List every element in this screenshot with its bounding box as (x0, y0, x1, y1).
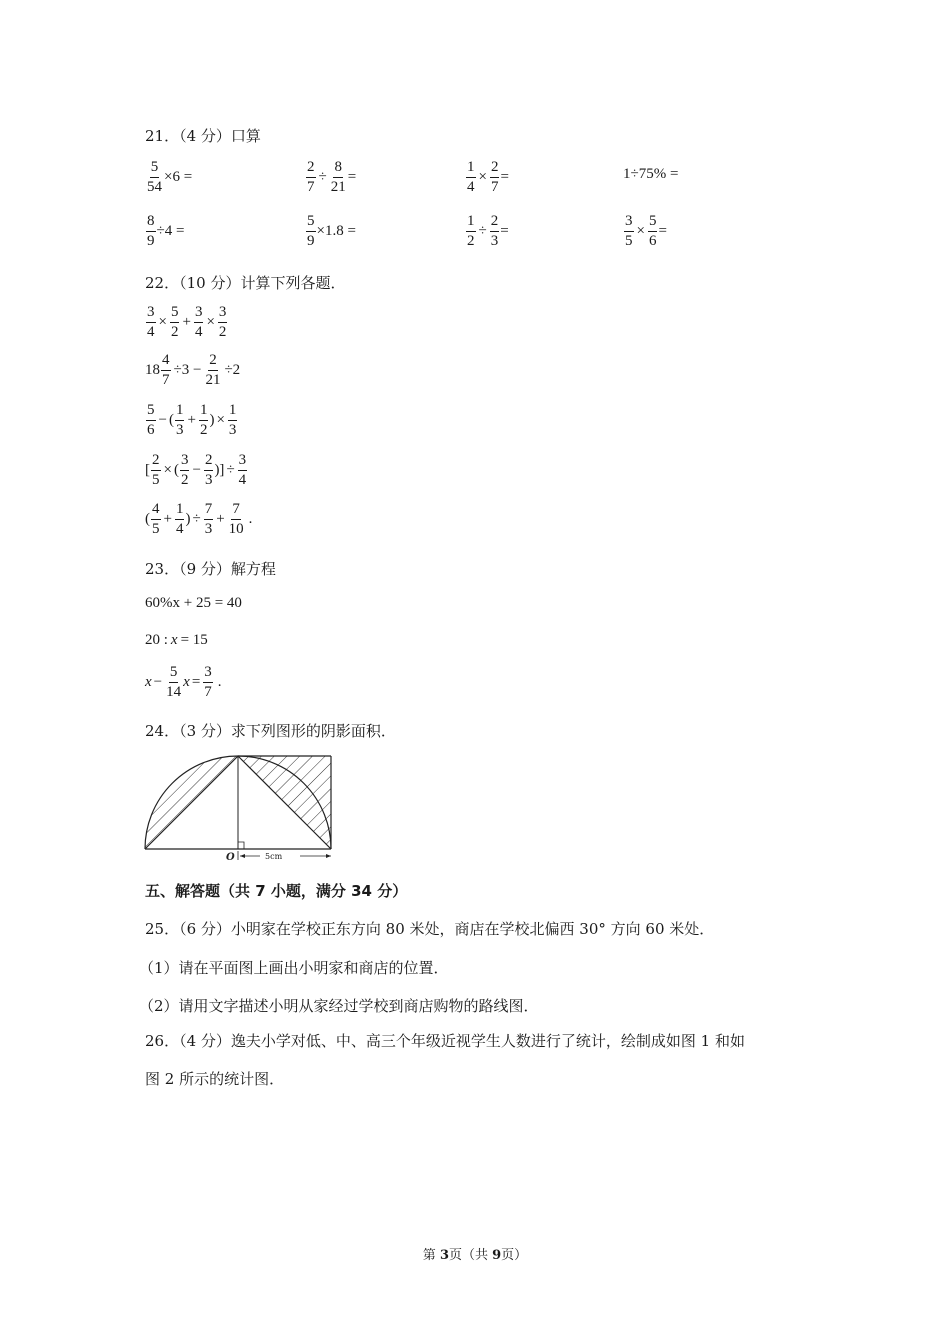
q25-title: 25．（6 分）小明家在学校正东方向 80 米处，商店在学校北偏西 30° 方向 60 米处． (145, 920, 715, 938)
label-length: 5cm (265, 852, 283, 861)
q24-title: 24．（3 分）求下列图形的阴影面积． (145, 722, 396, 740)
q22-expr-2: 18 $\frac{4}{7}$ ÷3 − $\frac{2}{21}$ ÷2 (145, 352, 241, 388)
q22-expr-1: $\frac{3}{4}$ × $\frac{5}{2}$ + $\frac{3}{4}$ × $\frac{3}{2}$ (147, 304, 227, 340)
q21-item-7: $\frac{1}{2}$ ÷ $\frac{2}{3}$ = (467, 213, 509, 249)
q22-title: 22．（10 分）计算下列各题． (145, 274, 346, 292)
q24-figure (140, 750, 340, 865)
q22-expr-3: 5 6 − ( 1 3 + $\frac{1}{2}$ ) × $\frac{1}{3}$ (147, 402, 237, 438)
q21-item-6: $\frac{5}{9}$ ×1.8 = (307, 213, 356, 249)
section-5-heading: 五、解答题（共 7 小题，满分 34 分） (145, 882, 408, 900)
q26-line-2: 图 2 所示的统计图． (145, 1070, 285, 1088)
page-footer: 第 3页（共 9页） (422, 1248, 528, 1263)
q26-line-1: 26．（4 分）逸夫小学对低、中、高三个年级近视学生人数进行了统计，绘制成如图 1 和如 (145, 1032, 745, 1050)
q25-part-1: （1）请在平面图上画出小明家和商店的位置． (139, 959, 449, 977)
q23-eq-3: x − $\frac{5}{14}$ x = $\frac{3}{7}$ . (145, 664, 222, 700)
q21-title: 21．（4 分）口算 (145, 127, 261, 145)
q21-item-5: $\frac{8}{9}$ ÷4 = (147, 213, 185, 249)
q21-item-2: $\frac{2}{7}$ ÷ $\frac{8}{21}$ = (307, 159, 357, 195)
q23-title: 23．（9 分）解方程 (145, 560, 276, 578)
label-o: O (226, 852, 235, 863)
q21-item-3: $\frac{1}{4}$ × $\frac{2}{7}$ = (467, 159, 509, 195)
q23-eq-1: 60%x + 25 = 40 (145, 595, 242, 611)
q25-part-2: （2）请用文字描述小明从家经过学校到商店购物的路线图． (139, 997, 539, 1015)
q23-eq-2: 20 : x = 15 (145, 632, 208, 648)
q21-item-4: 1÷75% = (623, 166, 679, 182)
q21-item-1: $\frac{5}{54}$ ×6 = (147, 159, 193, 195)
q22-expr-5: ( 4 5 + $\frac{1}{4}$ ) ÷ $\frac{7}{3}$ + $\frac{7}{10}$ . (145, 501, 253, 537)
q22-expr-4: [ $\frac{2}{5}$ × ( 3 2 − $\frac{2}{3}$ )] ÷ $\frac{3}{4}$ (145, 452, 247, 488)
q21-item-8: $\frac{3}{5}$ × $\frac{5}{6}$ = (625, 213, 667, 249)
